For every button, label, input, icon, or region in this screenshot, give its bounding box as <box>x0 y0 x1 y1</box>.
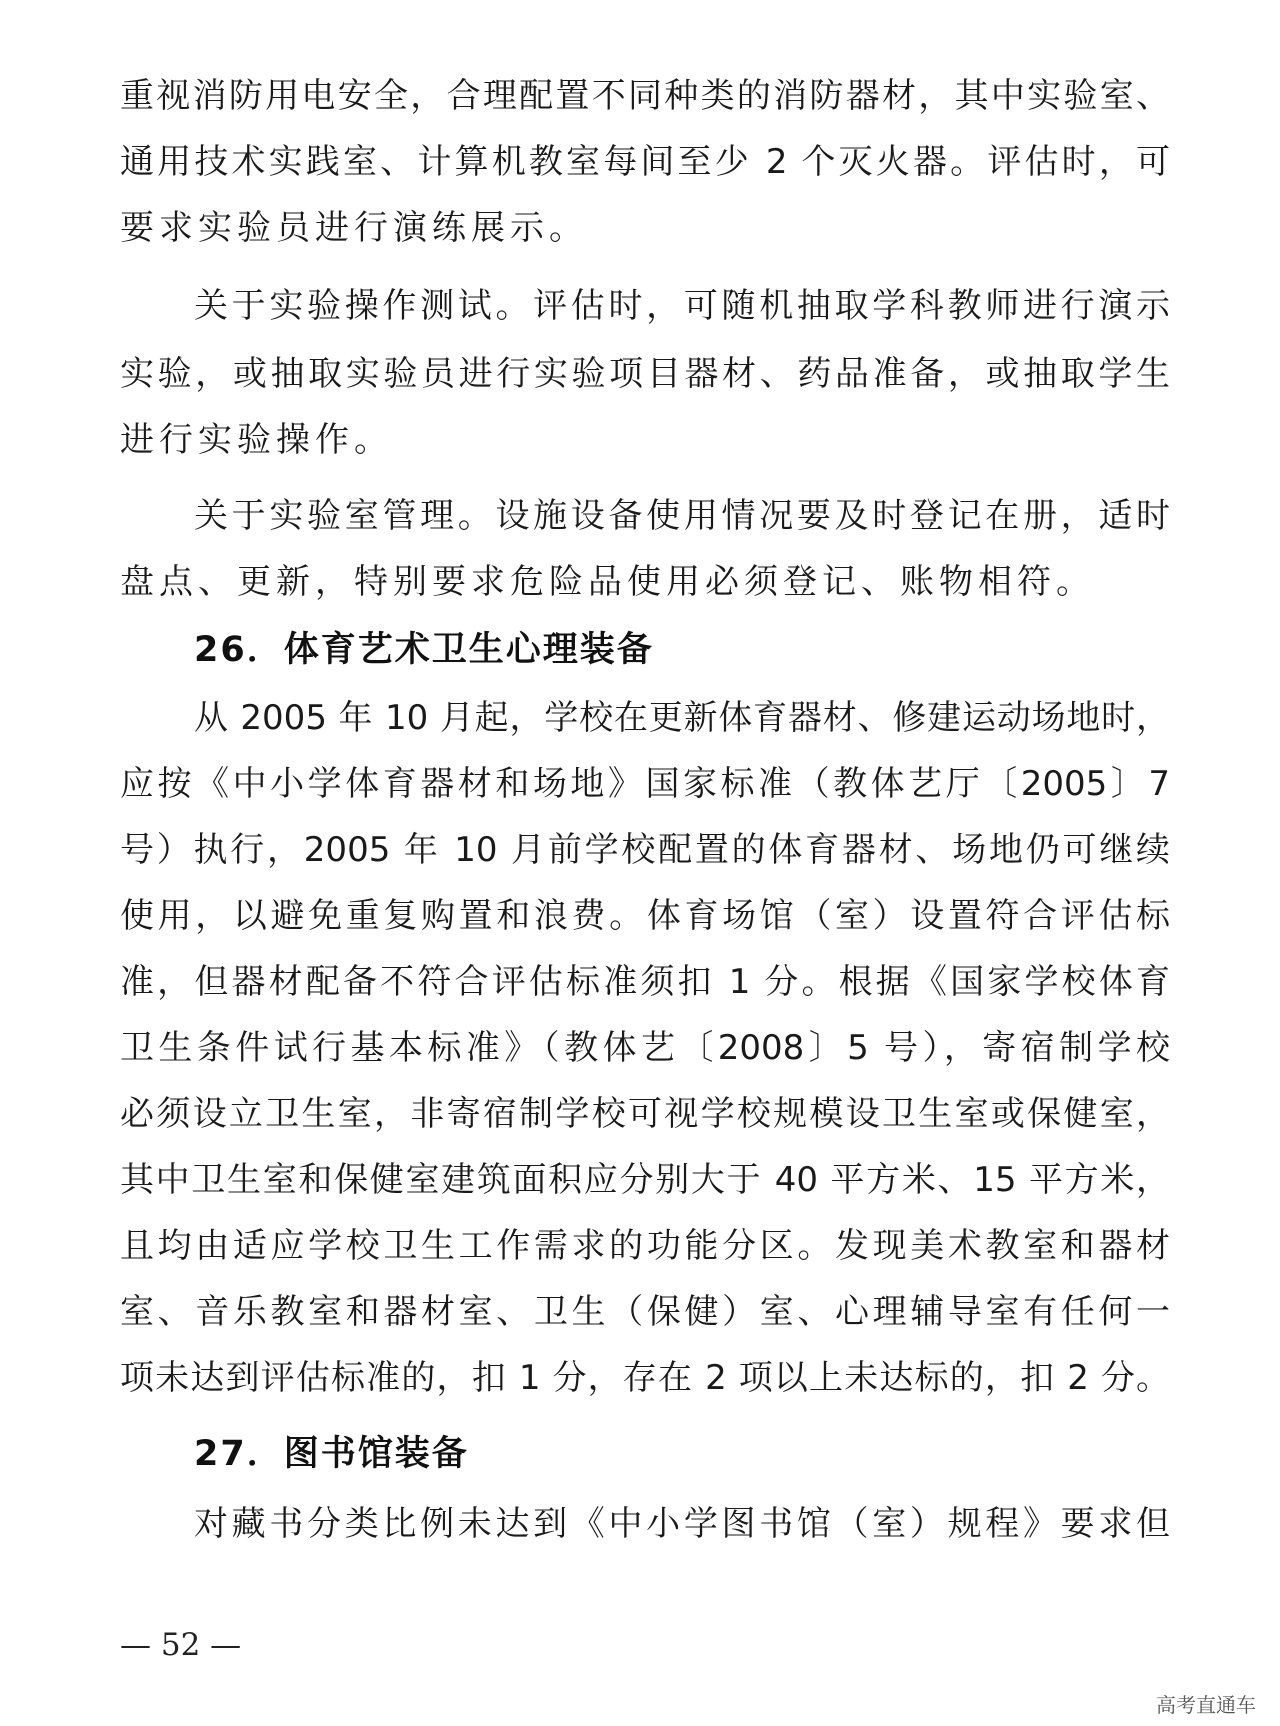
paragraph-line: 对藏书分类比例未达到《中小学图书馆（室）规程》要求但 <box>194 1504 1170 1544</box>
paragraph-line: 实验，或抽取实验员进行实验项目器材、药品准备，或抽取学生 <box>120 354 1170 394</box>
paragraph-line: 卫生条件试行基本标准》（教体艺〔2008〕5 号），寄宿制学校 <box>120 1028 1170 1068</box>
paragraph-line: 进行实验操作。 <box>120 420 393 460</box>
paragraph-line: 重视消防用电安全，合理配置不同种类的消防器材，其中实验室、 <box>120 76 1170 116</box>
paragraph-line: 准，但器材配备不符合评估标准须扣 1 分。根据《国家学校体育 <box>120 962 1170 1002</box>
paragraph-line: 且均由适应学校卫生工作需求的功能分区。发现美术教室和器材 <box>120 1226 1170 1266</box>
paragraph-line: 使用，以避免重复购置和浪费。体育场馆（室）设置符合评估标 <box>120 896 1170 936</box>
paragraph-line: 从 2005 年 10 月起，学校在更新体育器材、修建运动场地时， <box>194 698 1170 738</box>
paragraph-line: 应按《中小学体育器材和场地》国家标准（教体艺厅〔2005〕7 <box>120 764 1170 804</box>
paragraph-line: 盘点、更新，特别要求危险品使用必须登记、账物相符。 <box>120 562 1095 602</box>
paragraph-line: 号）执行，2005 年 10 月前学校配置的体育器材、场地仍可继续 <box>120 830 1170 870</box>
watermark-text: 高考直通车 <box>1156 1693 1256 1717</box>
paragraph-line: 项未达到评估标准的，扣 1 分，存在 2 项以上未达标的，扣 2 分。 <box>120 1358 1170 1398</box>
paragraph-line: 必须设立卫生室，非寄宿制学校可视学校规模设卫生室或保健室， <box>120 1094 1170 1134</box>
paragraph-line: 室、音乐教室和器材室、卫生（保健）室、心理辅导室有任何一 <box>120 1292 1170 1332</box>
paragraph-line: 关于实验操作测试。评估时，可随机抽取学科教师进行演示 <box>194 286 1170 326</box>
paragraph-line: 其中卫生室和保健室建筑面积应分别大于 40 平方米、15 平方米， <box>120 1160 1170 1200</box>
paragraph-line: 通用技术实践室、计算机教室每间至少 2 个灭火器。评估时，可 <box>120 142 1170 182</box>
section-heading-26: 26．体育艺术卫生心理装备 <box>194 630 654 670</box>
paragraph-line: 关于实验室管理。设施设备使用情况要及时登记在册，适时 <box>194 496 1170 536</box>
section-heading-27: 27．图书馆装备 <box>194 1434 469 1474</box>
paragraph-line: 要求实验员进行演练展示。 <box>120 208 588 248</box>
page-number: — 52 — <box>120 1627 242 1663</box>
